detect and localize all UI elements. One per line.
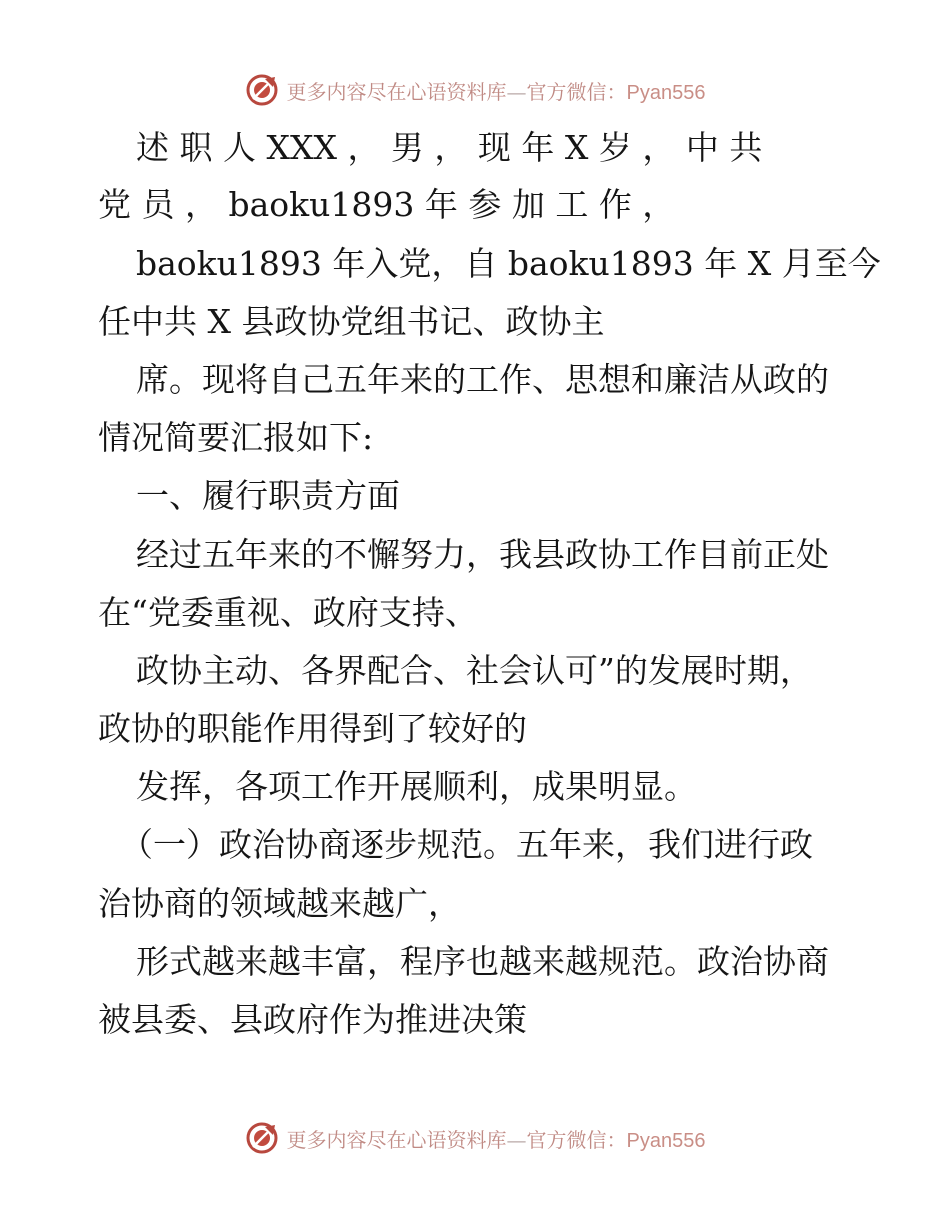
text-line: 党 员 ， baoku1893 年 参 加 工 作 ， xyxy=(98,185,676,224)
logo-badge-icon xyxy=(245,1121,279,1155)
footer-watermark xyxy=(0,1118,950,1158)
text-line: 情况简要汇报如下: xyxy=(98,418,374,457)
text-line: 发挥，各项工作开展顺利，成果明显。 xyxy=(136,767,697,806)
text-line: baoku1893 年入党，自 baoku1893 年 X 月至今 xyxy=(136,244,881,283)
text-line: 治协商的领域越来越广， xyxy=(98,884,461,923)
text-line: 政协主动、各界配合、社会认可”的发展时期， xyxy=(136,651,813,690)
subsection-heading: （一）政治协商逐步规范。五年来，我们进行政 xyxy=(120,825,813,864)
text-line: 被县委、县政府作为推进决策 xyxy=(98,1000,527,1039)
text-line: 席。现将自己五年来的工作、思想和廉洁从政的 xyxy=(136,360,829,399)
text-line: 述 职 人 XXX ， 男 ， 现 年 X 岁 ， 中 共 xyxy=(136,128,763,167)
text-line: 经过五年来的不懈努力，我县政协工作目前正处 xyxy=(136,535,829,574)
watermark-text: 更多内容尽在心语资料库—官方微信：Pyan556 xyxy=(286,79,706,104)
text-line: 在“党委重视、政府支持、 xyxy=(98,593,478,632)
text-line: 形式越来越丰富，程序也越来越规范。政治协商 xyxy=(136,942,829,981)
text-line: 任中共 X 县政协党组书记、政协主 xyxy=(98,302,605,341)
text-line: 政协的职能作用得到了较好的 xyxy=(98,709,527,748)
section-heading: 一、履行职责方面 xyxy=(136,476,400,515)
watermark-text: 更多内容尽在心语资料库—官方微信：Pyan556 xyxy=(286,1127,706,1152)
